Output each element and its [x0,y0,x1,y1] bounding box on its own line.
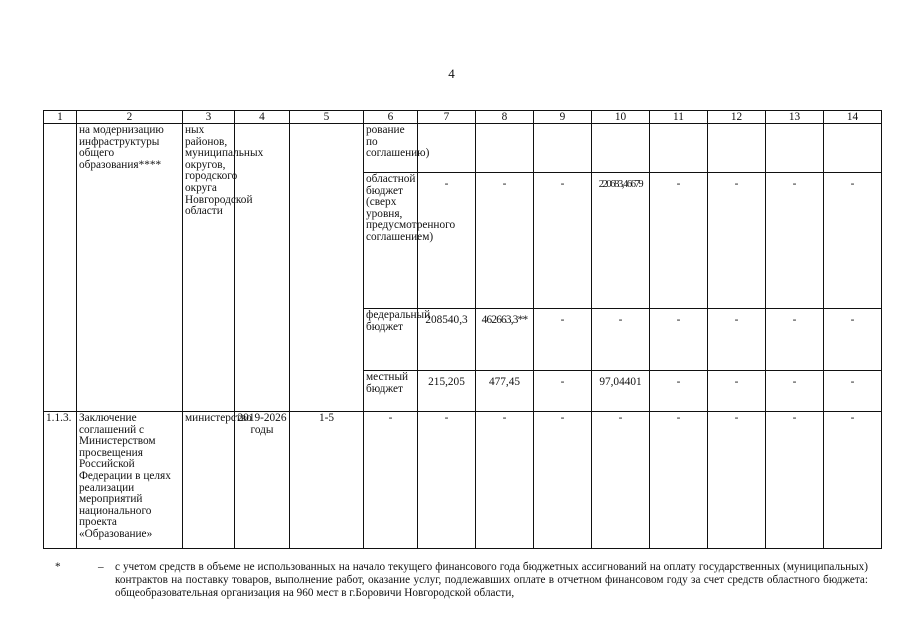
footnote-dash: – [98,561,104,573]
item-number-cell: 1.1.3. [44,412,77,549]
col-header: 7 [418,111,476,124]
table-cell [290,124,364,412]
funding-source-cell: федеральный бюджет [364,309,418,371]
value-cell [592,173,650,309]
executor-cell: ных районов, муниципальных округов, городского округа Новгородской области [183,124,235,412]
table-cell [650,124,708,173]
value-cell: 477,45 [476,371,534,412]
table-cell [235,124,290,412]
value-cell: - [824,309,882,371]
table-cell [44,124,77,412]
col-header: 14 [824,111,882,124]
value-text: 220683,46679 [598,179,643,190]
table-cell [534,124,592,173]
col-header: 6 [364,111,418,124]
footnote-text: с учетом средств в объеме не использованных на начало текущего финансового года бюджетных ассигнований на оплату государственных (муниципальных) контрактов на поставку товаров, выполнение работ, оказание услуг, подлежавших оплате в отчетном финансовом году за счет средств областного бюджета: общеобразовательная организация на 960 мест в г.Боровичи Новгородской области, [115,561,868,599]
value-cell: - [824,173,882,309]
value-cell: 97,04401 [592,371,650,412]
col-header: 4 [235,111,290,124]
col-header: 2 [77,111,183,124]
program-table [43,110,882,549]
value-cell: - [418,412,476,549]
col-header: 8 [476,111,534,124]
value-cell: - [650,371,708,412]
value-cell: - [650,173,708,309]
period-cell: 2019-2026 годы [235,412,290,549]
funding-source-cell: областной бюджет (сверх уровня, предусмотренного соглашением) [364,173,418,309]
value-cell: - [766,173,824,309]
indicator-cell: 1-5 [290,412,364,549]
table-row [44,124,882,173]
col-header: 11 [650,111,708,124]
table-cell [476,124,534,173]
value-cell: - [592,412,650,549]
value-cell: - [364,412,418,549]
col-header: 9 [534,111,592,124]
col-header: 5 [290,111,364,124]
table-cell [708,124,766,173]
value-cell: - [766,412,824,549]
measure-name-cell: Заключение соглашений с Министерством просвещения Российской Федерации в целях реализации мероприятий национального проекта «Образование» [77,412,183,549]
funding-source-cell: местный бюджет [364,371,418,412]
page-number: 4 [448,66,455,81]
value-cell: - [708,371,766,412]
col-header: 13 [766,111,824,124]
value-cell: - [824,412,882,549]
value-cell: - [766,309,824,371]
value-cell: - [476,412,534,549]
table-cell [766,124,824,173]
col-header: 1 [44,111,77,124]
value-cell: - [534,371,592,412]
value-cell: - [534,173,592,309]
table-cell [592,124,650,173]
value-cell: - [476,173,534,309]
measure-name-cell: на модернизацию инфраструктуры общего образования**** [77,124,183,412]
header-row [44,111,882,124]
table-row [44,412,882,549]
value-cell: 215,205 [418,371,476,412]
value-cell: - [418,173,476,309]
value-cell: - [708,173,766,309]
value-cell: - [592,309,650,371]
value-cell: 208540,3 [418,309,476,371]
value-cell: - [824,371,882,412]
col-header: 10 [592,111,650,124]
table-cell [824,124,882,173]
value-cell: 462663,3** [476,309,534,371]
footnote-marker: * [55,561,61,573]
value-cell: - [708,412,766,549]
value-cell: - [534,412,592,549]
value-cell: - [766,371,824,412]
col-header: 3 [183,111,235,124]
footnote [43,561,868,600]
funding-source-cell: рование по соглашению) [364,124,418,173]
col-header: 12 [708,111,766,124]
value-cell: - [650,309,708,371]
value-cell: - [650,412,708,549]
value-cell: - [534,309,592,371]
value-cell: - [708,309,766,371]
executor-cell: министерство [183,412,235,549]
